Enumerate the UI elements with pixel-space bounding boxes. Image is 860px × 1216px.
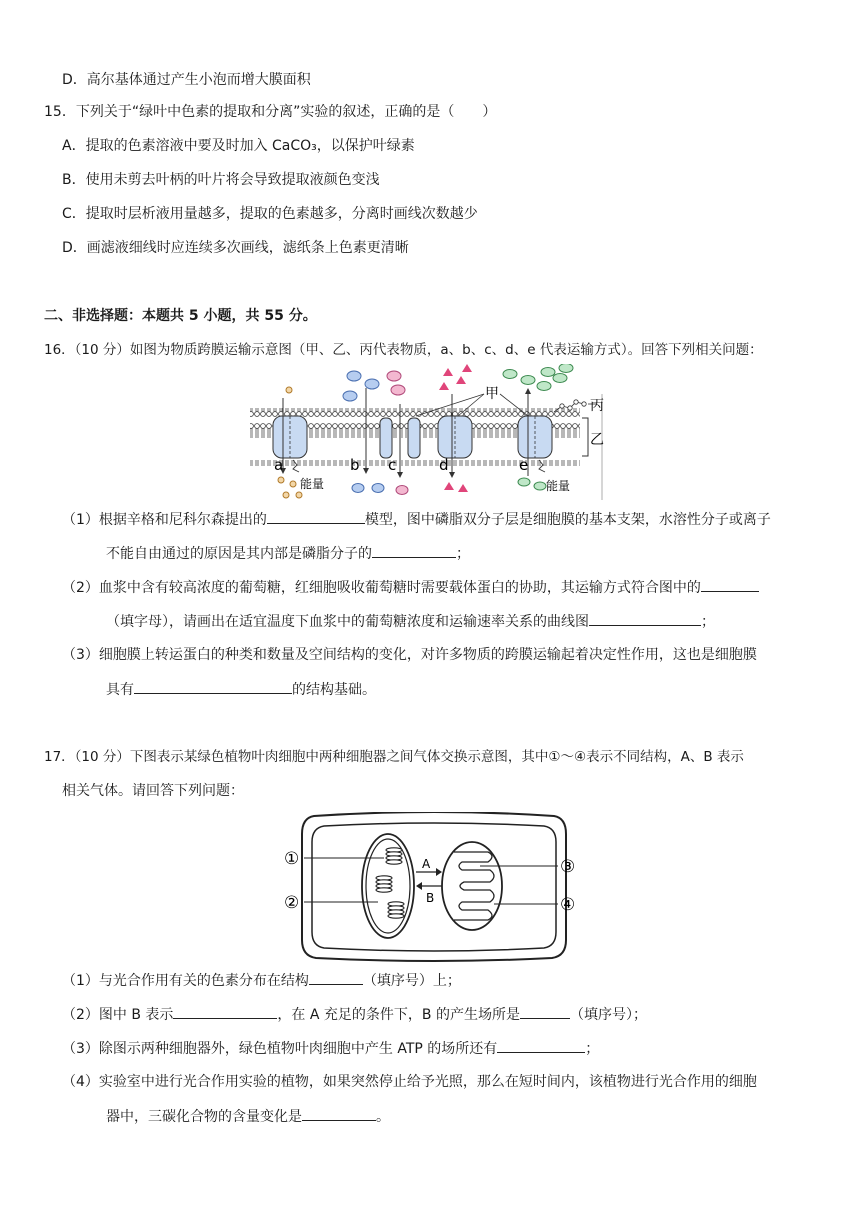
label-a: a	[274, 456, 284, 474]
q15-option-c: C．提取时层析液用量越多，提取的色素越多，分离时画线次数越少	[62, 206, 478, 222]
label-jia: 甲	[485, 386, 499, 402]
q15-option-a: A．提取的色素溶液中要及时加入 CaCO₃，以保护叶绿素	[62, 138, 415, 154]
marker-3: ③	[560, 857, 576, 877]
q17-stem-line2: 相关气体。请回答下列问题：	[62, 783, 244, 799]
label-e: e	[519, 456, 529, 474]
q17-part4-line2: 器中，三碳化合物的含量变化是 。	[106, 1106, 390, 1127]
q16-part3-line2: 具有 的结构基础。	[106, 679, 376, 700]
q15-option-d: D．画滤液细线时应连续多次画线，滤纸条上色素更清晰	[62, 240, 409, 256]
q17-part3: （3）除图示两种细胞器外，绿色植物叶肉细胞中产生 ATP 的场所还有 ；	[62, 1038, 599, 1059]
gas-b-label: B	[426, 891, 435, 905]
q16-part2-line2: （填字母），请画出在适宜温度下血浆中的葡萄糖浓度和运输速率关系的曲线图 ；	[106, 611, 715, 632]
marker-4: ④	[560, 895, 576, 915]
label-yi: 乙	[590, 432, 604, 448]
gas-a-label: A	[422, 857, 431, 871]
label-c: c	[388, 456, 397, 474]
q16-part3-line1: （3）细胞膜上转运蛋白的种类和数量及空间结构的变化，对许多物质的跨膜运输起着决定性作用，这也是细胞膜	[62, 647, 757, 663]
energy-label-1: 能量	[300, 477, 325, 491]
label-bing: 丙	[590, 398, 604, 414]
q17-stem-line1: 17．（10 分）下图表示某绿色植物叶肉细胞中两种细胞器之间气体交换示意图，其中①～④表示不同结构，A、B 表示	[44, 749, 744, 765]
q17-part1: （1）与光合作用有关的色素分布在结构 （填序号）上；	[62, 970, 461, 991]
label-b: b	[350, 456, 360, 474]
q17-part2: （2）图中 B 表示 ，在 A 充足的条件下，B 的产生场所是 （填序号）；	[62, 1004, 647, 1025]
q17-part4-line1: （4）实验室中进行光合作用实验的植物，如果突然停止给予光照，那么在短时间内，该植物进行光合作用的细胞	[62, 1074, 757, 1090]
q16-part1-line2: 不能自由通过的原因是其内部是磷脂分子的 ；	[106, 543, 470, 564]
section-title: 二、非选择题：本题共 5 小题，共 55 分。	[44, 308, 317, 324]
q15-stem: 15．下列关于“绿叶中色素的提取和分离”实验的叙述，正确的是（ ）	[44, 104, 497, 120]
energy-label-2: 能量	[546, 479, 571, 493]
q16-part1-line1: （1）根据辛格和尼科尔森提出的 模型，图中磷脂双分子层是细胞膜的基本支架，水溶性分子或离子	[62, 509, 771, 530]
q16-stem: 16．（10 分）如图为物质跨膜运输示意图（甲、乙、丙代表物质，a、b、c、d、e 代表运输方式）。回答下列相关问题：	[44, 342, 763, 358]
q15-option-b: B．使用未剪去叶柄的叶片将会导致提取液颜色变浅	[62, 172, 380, 188]
membrane-transport-figure	[248, 364, 618, 502]
organelle-gas-exchange-figure	[284, 812, 584, 962]
label-d: d	[439, 456, 449, 474]
marker-1: ①	[284, 849, 300, 869]
q16-part2-line1: （2）血浆中含有较高浓度的葡萄糖，红细胞吸收葡萄糖时需要载体蛋白的协助，其运输方式符合图中的	[62, 577, 759, 598]
marker-2: ②	[284, 893, 300, 913]
q14-option-d: D．高尔基体通过产生小泡而增大膜面积	[62, 72, 311, 88]
